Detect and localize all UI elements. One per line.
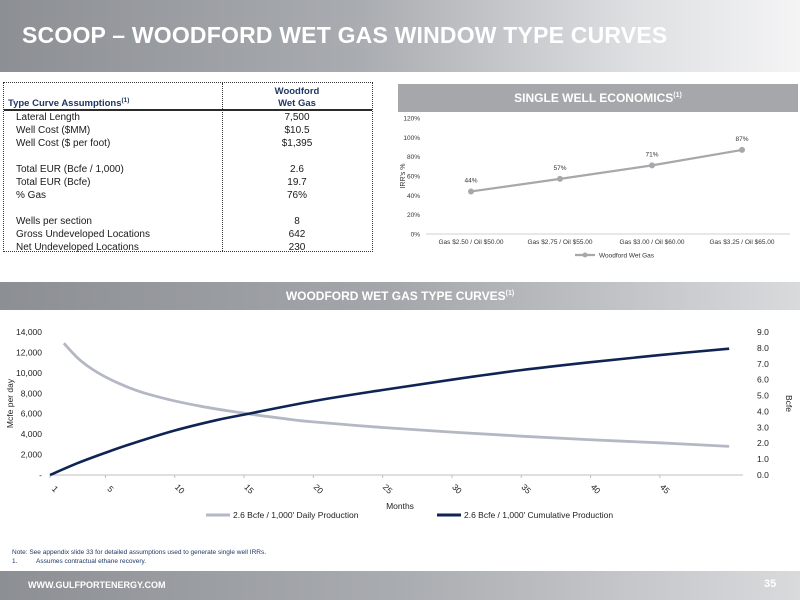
type-curve-chart-svg — [0, 318, 800, 530]
right-y-tick-label: 9.0 — [757, 327, 769, 337]
irr-data-label: 57% — [553, 164, 567, 172]
y-tick-label: 60% — [406, 173, 420, 181]
x-tick-label: 40 — [588, 481, 603, 496]
right-y-axis-label: Bcfe — [784, 394, 794, 413]
table-row — [4, 229, 372, 241]
left-y-tick-label: - — [39, 470, 42, 480]
table-row — [4, 242, 372, 254]
row-label: Total EUR (Bcfe / 1,000) — [16, 164, 124, 175]
footnote — [12, 549, 266, 566]
right-y-tick-label: 0.0 — [757, 470, 769, 480]
y-axis-label: IRR's % — [400, 163, 407, 189]
legend-label: Woodford Wet Gas — [599, 252, 655, 260]
row-label: Well Cost ($MM) — [16, 125, 91, 136]
right-y-tick-label: 2.0 — [757, 438, 769, 449]
footer — [0, 571, 800, 600]
table-row — [4, 216, 372, 228]
y-tick-label: 0% — [410, 231, 420, 239]
right-y-tick-label: 7.0 — [757, 358, 769, 369]
assumptions-table — [3, 82, 373, 252]
irr-series-line — [471, 150, 742, 192]
y-tick-label: 20% — [406, 212, 420, 220]
row-value: $1,395 — [281, 138, 313, 149]
x-tick-label: 10 — [172, 481, 187, 496]
assumptions-header — [4, 83, 372, 111]
row-value: 8 — [294, 216, 300, 227]
footer-url[interactable]: WWW.GULFPORTENERGY.COM — [28, 580, 166, 590]
x-tick-label: 30 — [450, 481, 464, 496]
x-tick-label: 15 — [242, 481, 257, 496]
page-number: 35 — [764, 578, 777, 590]
x-tick-label: Gas $3.00 / Oil $60.00 — [619, 239, 685, 246]
note-line-1: Note: See appendix slide 33 for detailed assumptions used to generate single well IRRs. — [12, 549, 267, 556]
assumptions-title: Type Curve Assumptions$^{(1)}$ — [8, 97, 130, 110]
cumulative-production-line — [50, 349, 729, 475]
right-y-tick-label: 5.0 — [757, 390, 769, 401]
irr-data-point — [649, 162, 655, 168]
x-tick-label: 45 — [658, 481, 672, 496]
left-y-tick-label: 12,000 — [16, 347, 42, 358]
row-value: 7,500 — [284, 112, 310, 123]
table-row — [4, 177, 372, 189]
left-y-axis-label: Mcfe per day — [5, 378, 15, 429]
table-row — [4, 112, 372, 124]
row-value: $10.5 — [284, 125, 310, 136]
legend-label-cumulative: 2.6 Bcfe / 1,000' Cumulative Production — [464, 510, 614, 520]
economics-title: SINGLE WELL ECONOMICS$^{(1)}$ — [514, 91, 682, 105]
row-label: Wells per section — [16, 216, 92, 227]
right-y-tick-label: 3.0 — [757, 422, 769, 433]
row-value: 76% — [286, 190, 307, 201]
x-tick-label: 5 — [105, 483, 116, 495]
row-label: Net Undeveloped Locations — [16, 242, 139, 253]
x-axis-label: Months — [386, 501, 414, 511]
irr-data-label: 44% — [464, 177, 478, 185]
irr-data-point — [739, 147, 745, 153]
y-tick-label: 80% — [406, 154, 420, 162]
row-label: % Gas — [16, 190, 47, 201]
irr-data-label: 87% — [735, 135, 749, 143]
left-y-tick-label: 4,000 — [20, 429, 42, 440]
left-y-tick-label: 14,000 — [16, 327, 42, 337]
table-row — [4, 164, 372, 176]
table-row — [4, 190, 372, 202]
y-tick-label: 100% — [403, 134, 420, 142]
row-label: Well Cost ($ per foot) — [16, 138, 111, 149]
x-tick-label: Gas $3.25 / Oil $65.00 — [709, 239, 775, 246]
right-y-tick-label: 6.0 — [757, 374, 769, 385]
row-label: Gross Undeveloped Locations — [16, 229, 150, 240]
left-y-tick-label: 8,000 — [20, 388, 42, 399]
irr-data-point — [468, 188, 474, 194]
x-tick-label: Gas $2.50 / Oil $50.00 — [438, 239, 504, 246]
right-y-tick-label: 8.0 — [757, 342, 769, 353]
type-curves-title: WOODFORD WET GAS TYPE CURVES$^{(1)}$ — [285, 289, 515, 303]
row-value: 2.6 — [290, 164, 304, 175]
right-y-tick-label: 1.0 — [757, 454, 769, 465]
left-y-tick-label: 6,000 — [20, 408, 42, 419]
x-tick-label: Gas $2.75 / Oil $55.00 — [527, 239, 593, 246]
table-row — [4, 138, 372, 150]
x-tick-label: 35 — [519, 481, 534, 496]
y-tick-label: 120% — [403, 115, 420, 123]
table-row — [4, 125, 372, 137]
row-label: Lateral Length — [16, 112, 80, 123]
type-curve-chart — [0, 318, 800, 530]
right-y-tick-label: 4.0 — [757, 406, 769, 417]
row-value: 19.7 — [287, 177, 307, 188]
irr-chart — [398, 112, 798, 262]
title-bar — [0, 0, 800, 72]
legend-marker — [583, 253, 588, 258]
x-tick-label: 25 — [380, 481, 395, 496]
economics-header — [398, 84, 798, 112]
note-line-2: Assumes contractual ethane recovery. — [36, 557, 147, 565]
y-tick-label: 40% — [406, 192, 420, 200]
x-tick-label: 20 — [311, 481, 326, 496]
irr-data-point — [557, 176, 563, 182]
legend-label-daily: 2.6 Bcfe / 1,000' Daily Production — [233, 510, 359, 520]
irr-data-label: 71% — [645, 151, 659, 159]
row-value: 230 — [288, 242, 306, 253]
note-number: 1. — [12, 557, 18, 565]
left-y-tick-label: 10,000 — [16, 367, 42, 378]
x-tick-label: 1 — [49, 483, 61, 495]
irr-chart-svg — [398, 112, 798, 262]
page-title: SCOOP – WOODFORD WET GAS WINDOW TYPE CURVES — [22, 22, 668, 48]
row-label: Total EUR (Bcfe) — [16, 177, 91, 188]
type-curves-header — [0, 282, 800, 310]
assumptions-col-header: Woodford Wet Gas — [274, 86, 320, 109]
left-y-tick-label: 2,000 — [20, 449, 42, 460]
row-value: 642 — [288, 229, 306, 240]
